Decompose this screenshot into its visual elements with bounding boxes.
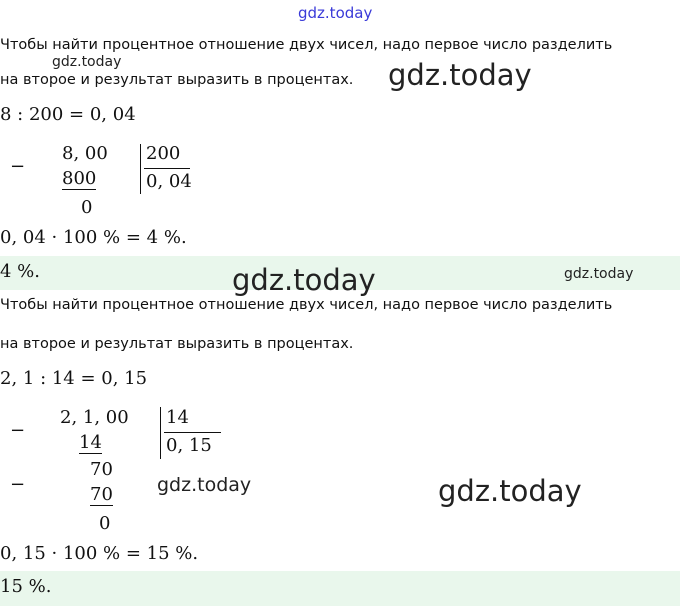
rule-text-2-line1: Чтобы найти процентное отношение двух чисел, надо первое число разделить (0, 297, 613, 313)
division-2-minus-2: − (10, 474, 26, 495)
division-2-remainder: 0 (99, 513, 111, 534)
division-1-subtract: 800 (62, 168, 97, 189)
equation-2: 2, 1 : 14 = 0, 15 (0, 368, 148, 389)
equation-1: 8 : 200 = 0, 04 (0, 104, 136, 125)
division-1-horizontal-bar (144, 168, 190, 169)
rule-text-2-line2: на второе и результат выразить в процентах. (0, 336, 354, 352)
watermark-small-1: gdz.today (52, 54, 122, 70)
watermark-large-1: gdz.today (388, 58, 532, 92)
division-2-subtract-1: 14 (79, 432, 102, 453)
percent-calc-1: 0, 04 · 100 % = 4 %. (0, 227, 187, 248)
watermark-small-2: gdz.today (564, 266, 634, 282)
division-1-minus: − (10, 156, 26, 177)
division-1-quotient: 0, 04 (146, 171, 192, 192)
watermark-small-3: gdz.today (157, 474, 252, 496)
division-2-vertical-bar (160, 407, 161, 459)
watermark-large-2: gdz.today (232, 263, 376, 297)
answer-1: 4 %. (0, 261, 40, 282)
division-2-partial: 70 (90, 459, 113, 480)
answer-2: 15 %. (0, 576, 52, 597)
division-1-dividend: 8, 00 (62, 143, 108, 164)
rule-text-line1: Чтобы найти процентное отношение двух чисел, надо первое число разделить (0, 37, 613, 53)
division-1-vertical-bar (140, 144, 141, 194)
division-2-subtract-2: 70 (90, 484, 113, 505)
division-2-minus-1: − (10, 420, 26, 441)
division-2-quotient: 0, 15 (166, 435, 212, 456)
watermark-top: gdz.today (298, 4, 373, 22)
rule-text-line2: на второе и результат выразить в процентах. (0, 72, 354, 88)
answer-bar-2 (0, 571, 680, 606)
division-1-remainder: 0 (81, 197, 93, 218)
division-2-divisor: 14 (166, 407, 189, 428)
watermark-large-3: gdz.today (438, 474, 582, 508)
division-1-divisor: 200 (146, 143, 181, 164)
division-2-dividend: 2, 1, 00 (60, 407, 129, 428)
division-2-horizontal-bar (164, 432, 221, 433)
percent-calc-2: 0, 15 · 100 % = 15 %. (0, 543, 199, 564)
